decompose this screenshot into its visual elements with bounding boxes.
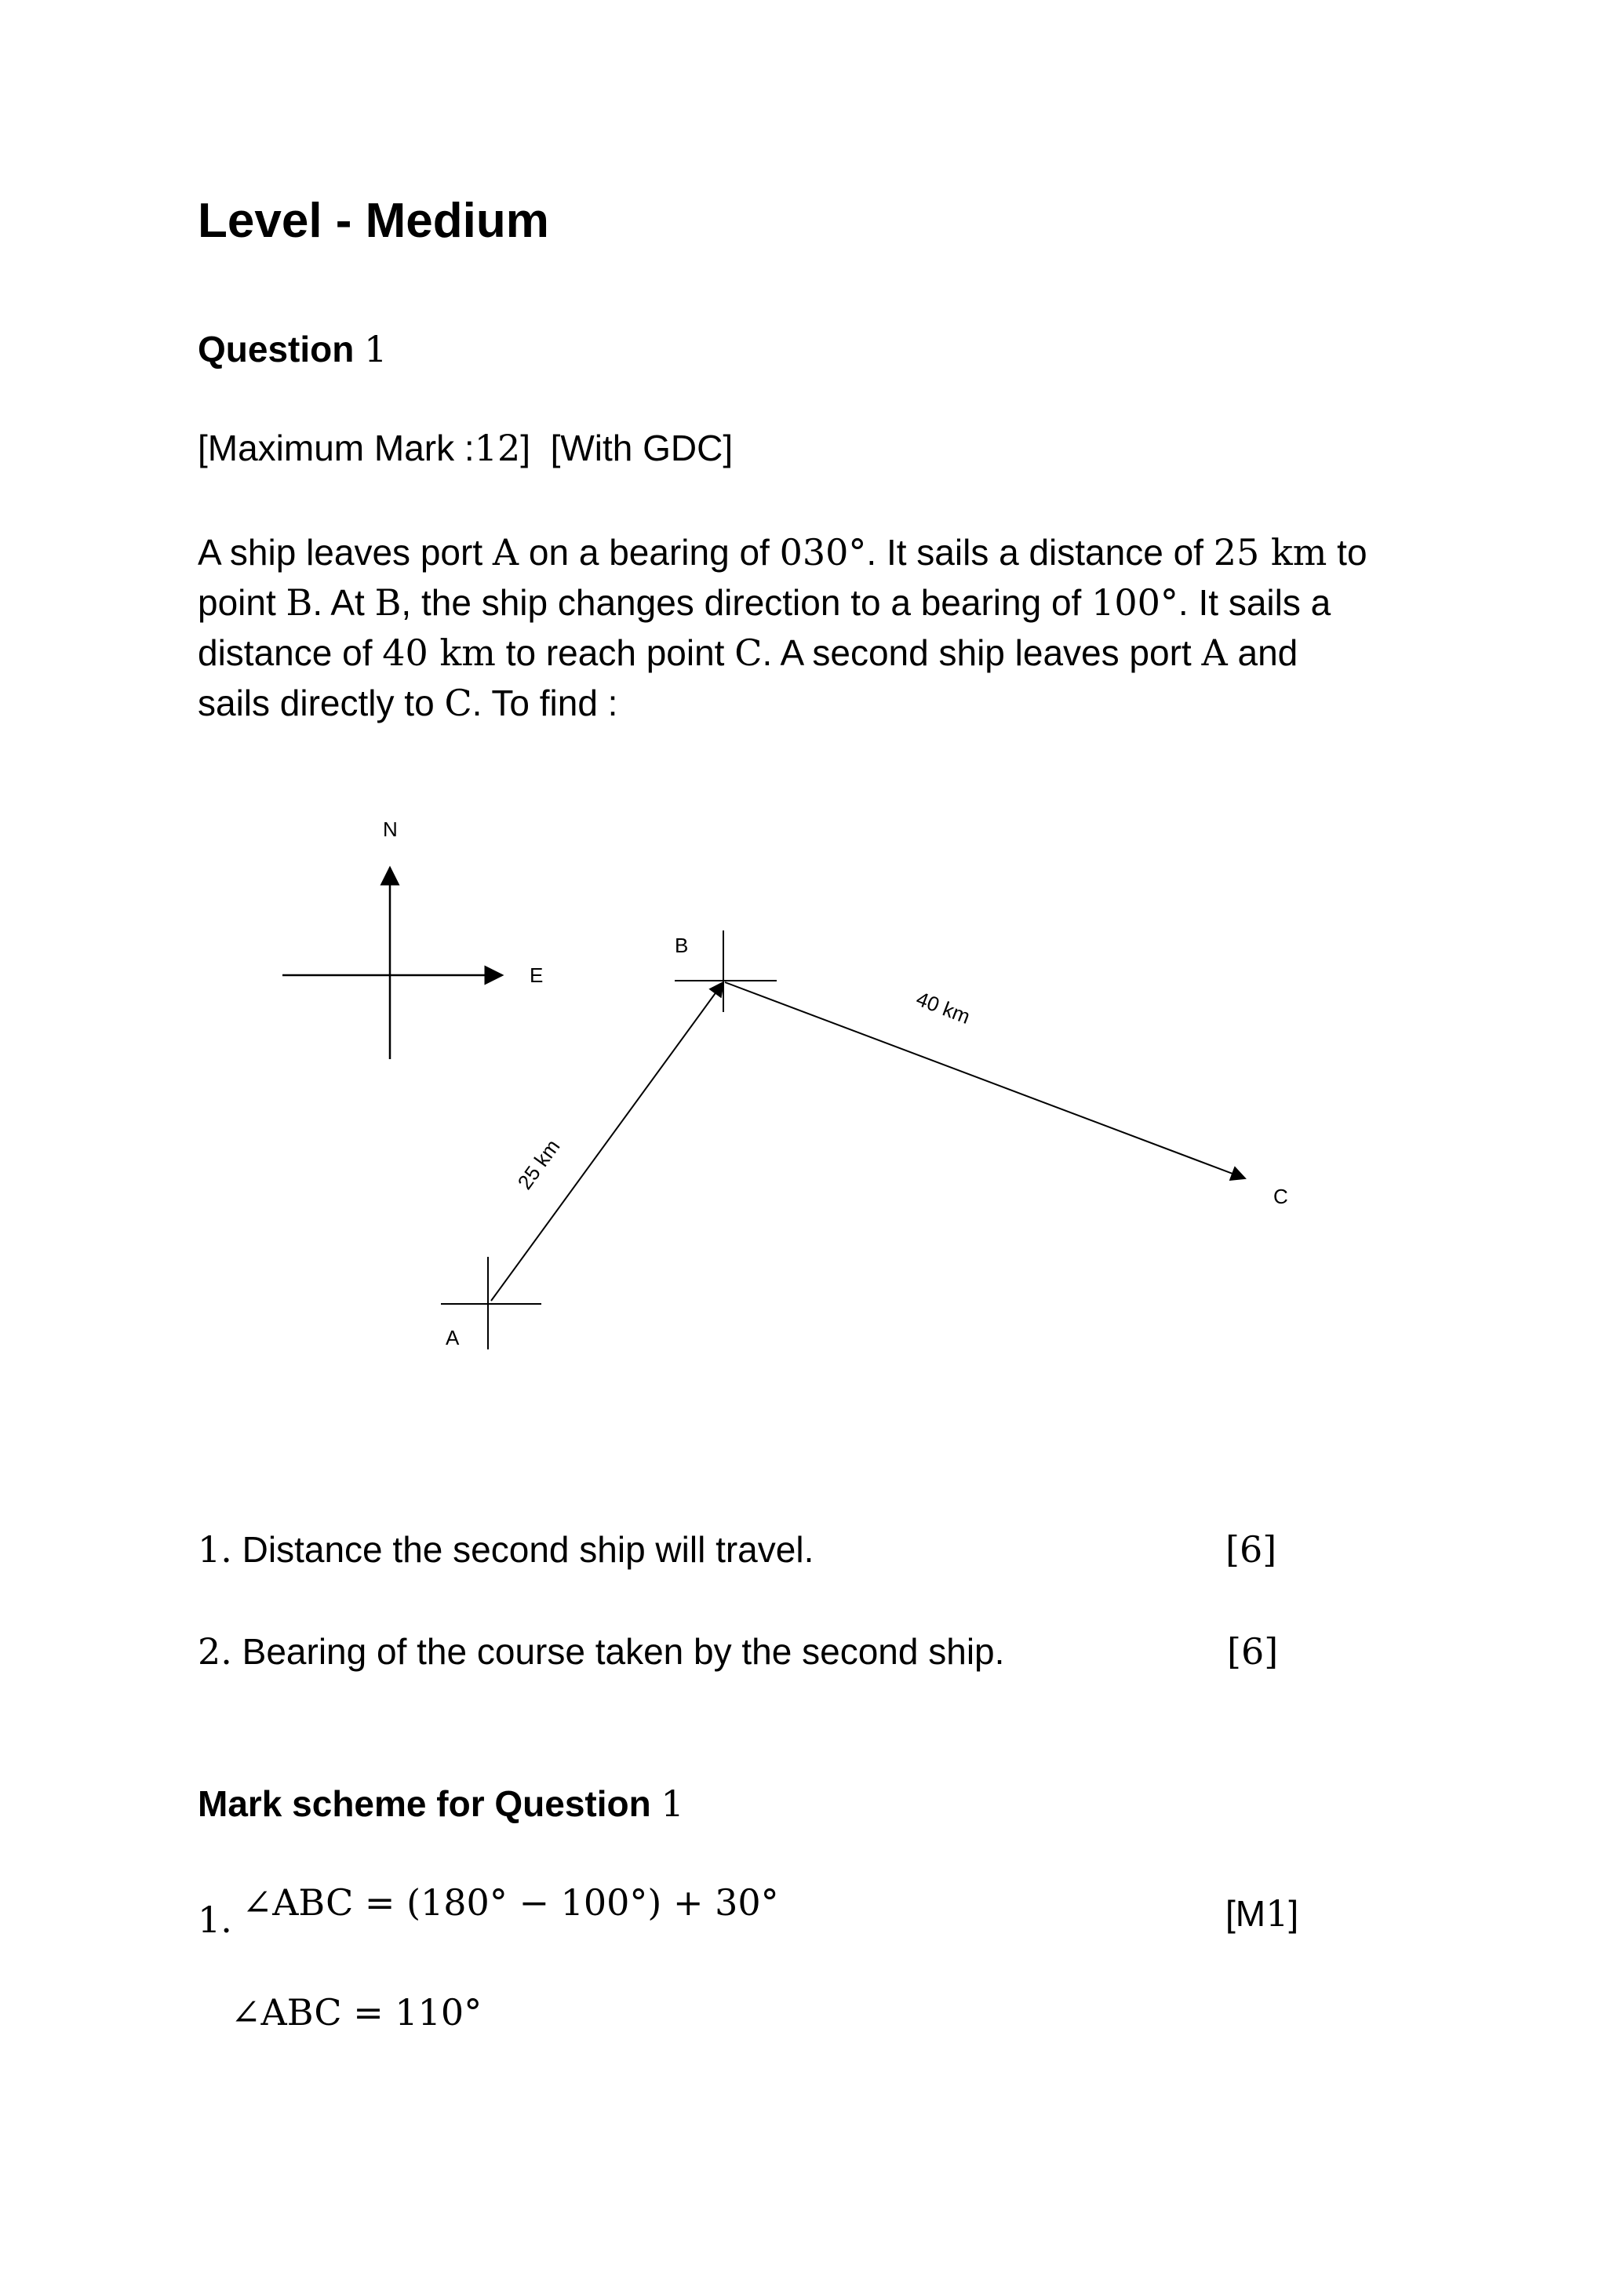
problem-line bbox=[198, 678, 1469, 728]
award-prefix: [M bbox=[1225, 1893, 1266, 1934]
task-number: 2. bbox=[198, 1630, 232, 1673]
mark-scheme-label: Mark scheme for Question bbox=[198, 1783, 651, 1824]
point-b-label: B bbox=[675, 934, 689, 957]
task-item bbox=[198, 1528, 814, 1571]
step-number: 1. bbox=[198, 1899, 232, 1941]
step-expression: ∠ABC = 110° bbox=[231, 1991, 482, 2034]
bearing-diagram bbox=[235, 792, 1381, 1404]
leg-ab-arrow bbox=[491, 982, 723, 1301]
text-run: sails directly to bbox=[198, 683, 445, 723]
text-run: . It sails a bbox=[1178, 582, 1331, 623]
point-a-label: A bbox=[446, 1326, 460, 1349]
text-run: . At bbox=[312, 582, 375, 623]
mark-scheme-number: 1 bbox=[661, 1782, 684, 1825]
task-item bbox=[198, 1630, 1004, 1673]
compass-east-label: E bbox=[530, 963, 544, 987]
compass-north-label: N bbox=[383, 817, 398, 841]
math-run: C bbox=[734, 632, 763, 674]
max-mark-prefix: [Maximum Mark : bbox=[198, 428, 475, 468]
bearing-diagram-svg bbox=[235, 792, 1381, 1404]
max-mark-value: 12 bbox=[474, 427, 521, 469]
text-run: to bbox=[1327, 532, 1367, 573]
step-expression: ∠ABC = (180° − 100°) + 30° bbox=[242, 1881, 779, 1924]
problem-line bbox=[198, 527, 1469, 577]
math-run: B bbox=[374, 581, 402, 624]
award-value: 1 bbox=[1265, 1892, 1289, 1935]
math-run: 100° bbox=[1091, 581, 1178, 624]
math-run: A bbox=[1201, 632, 1228, 674]
text-run: to reach point bbox=[495, 632, 735, 673]
point-c-label: C bbox=[1273, 1185, 1288, 1208]
text-run: and bbox=[1227, 632, 1298, 673]
leg-bc-arrow bbox=[725, 982, 1245, 1178]
question-label: Question bbox=[198, 329, 355, 370]
question-meta bbox=[198, 427, 733, 469]
mark-scheme-step bbox=[231, 1991, 482, 2034]
text-run: , the ship changes direction to a bearing of bbox=[401, 582, 1092, 623]
mark-scheme-heading bbox=[198, 1782, 684, 1825]
task-mark: [6] bbox=[1225, 1528, 1277, 1571]
problem-line bbox=[198, 577, 1469, 628]
problem-statement bbox=[198, 527, 1469, 728]
award-suffix: ] bbox=[1288, 1893, 1299, 1934]
question-heading bbox=[198, 328, 387, 370]
max-mark-suffix: ] bbox=[520, 428, 531, 468]
leg-bc-label: 40 km bbox=[912, 986, 974, 1029]
text-run: A ship leaves port bbox=[198, 532, 493, 573]
calculator-note: [With GDC] bbox=[550, 428, 734, 468]
math-run: 25 km bbox=[1213, 531, 1327, 574]
mark-scheme-award bbox=[1225, 1892, 1298, 1935]
mark-scheme-step bbox=[198, 1881, 779, 1941]
level-title: Level - Medium bbox=[198, 194, 549, 248]
math-run: 030° bbox=[779, 531, 867, 574]
math-run: B bbox=[286, 581, 313, 624]
math-run: A bbox=[492, 531, 519, 574]
task-text: Bearing of the course taken by the second ship. bbox=[242, 1631, 1005, 1672]
text-run: distance of bbox=[198, 632, 383, 673]
math-run: C bbox=[444, 682, 472, 724]
task-number: 1. bbox=[198, 1528, 232, 1571]
task-text: Distance the second ship will travel. bbox=[242, 1529, 814, 1570]
text-run: . To find : bbox=[472, 683, 618, 723]
leg-ab-label: 25 km bbox=[512, 1134, 565, 1194]
text-run: point bbox=[198, 582, 286, 623]
text-run: . It sails a distance of bbox=[866, 532, 1214, 573]
math-run: 40 km bbox=[382, 632, 496, 674]
text-run: on a bearing of bbox=[519, 532, 780, 573]
text-run: . A second ship leaves port bbox=[762, 632, 1202, 673]
problem-line bbox=[198, 628, 1469, 678]
task-mark: [6] bbox=[1227, 1630, 1279, 1673]
question-number: 1 bbox=[364, 328, 388, 370]
